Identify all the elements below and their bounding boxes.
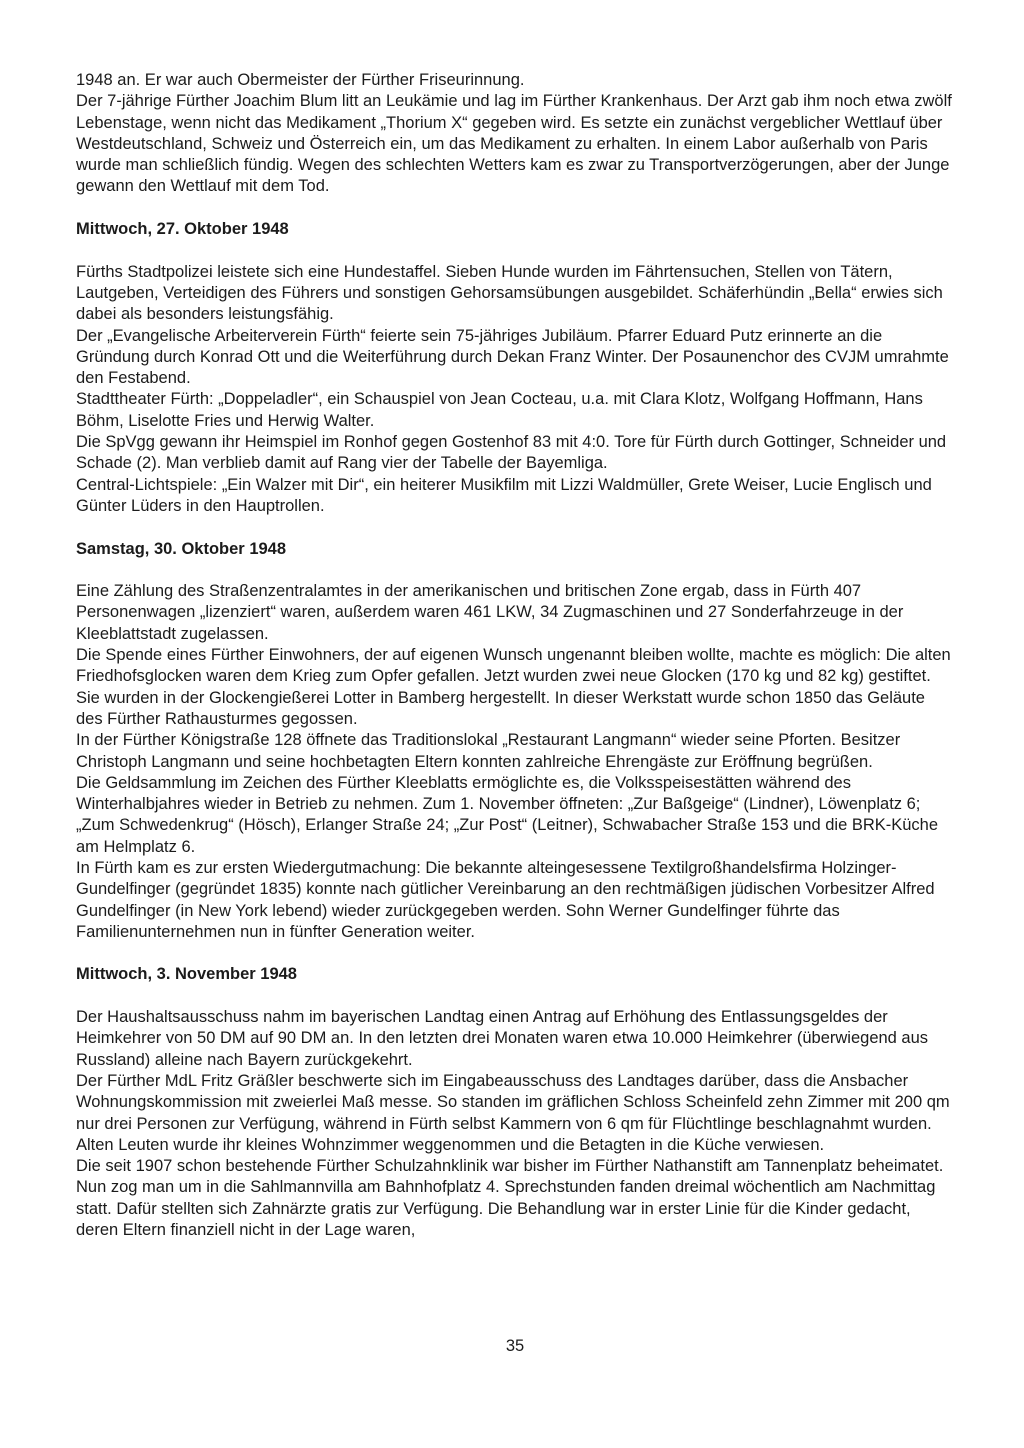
paragraph: Die Spende eines Fürther Einwohners, der auf eigenen Wunsch ungenannt bleiben wollte, machte es möglich: Die alten Friedhofsglocken waren dem Krieg zum Opfer gefallen. Jetzt wurden zwei neue Glocken (170 kg und 82 kg) gestiftet. Sie wurden in der Glockengießerei Lotter in Bamberg hergestellt. In dieser Werkstatt wurde schon 1850 das Geläute des Fürther Rathausturmes gegossen. bbox=[76, 646, 951, 728]
paragraph: Die Geldsammlung im Zeichen des Fürther Kleeblatts ermöglichte es, die Volksspeisestätten während des Winterhalbjahres wieder in Betrieb zu nehmen. Zum 1. November öffneten: „Zur Baßgeige“ (Lindner), Löwenplatz 6; „Zum Schwedenkrug“ (Hösch), Erlanger Straße 24; „Zur Post“ (Leitner), Schwabacher Straße 153 und die BRK-Küche am Helmplatz 6. bbox=[76, 773, 939, 856]
document-content bbox=[76, 70, 954, 1241]
paragraph: Stadttheater Fürth: „Doppeladler“, ein Schauspiel von Jean Cocteau, u.a. mit Clara Klotz, Wolfgang Hoffmann, Hans Böhm, Liselotte Fries und Herwig Walter. bbox=[76, 390, 923, 430]
page-number: 35 bbox=[505, 1337, 525, 1355]
paragraph: Central-Lichtspiele: „Ein Walzer mit Dir“, ein heiterer Musikfilm mit Lizzi Waldmüller, Grete Weiser, Lucie Englisch und Günter Lüders in den Hauptrollen. bbox=[76, 475, 932, 515]
paragraph: Der Haushaltsausschuss nahm im bayerischen Landtag einen Antrag auf Erhöhung des Entlassungsgeldes der Heimkehrer von 50 DM auf 90 DM an. In den letzten drei Monaten waren etwa 10.000 Heimkehrer (überwiegend aus Russland) alleine nach Bayern zurückgekehrt. bbox=[76, 1008, 929, 1069]
date-heading: Mittwoch, 3. November 1948 bbox=[76, 965, 297, 984]
paragraph: Der 7-jährige Fürther Joachim Blum litt an Leukämie und lag im Fürther Krankenhaus. Der Arzt gab ihm noch etwa zwölf Lebenstage, wenn nicht das Medikament „Thorium X“ gegeben wird. Es setzte ein zunächst vergeblicher Wettlauf über Westdeutschland, Schweiz und Österreich ein, um das Medikament zu erhalten. In einem Labor außerhalb von Paris wurde man schließlich fündig. Wegen des schlechten Wetters kam es zwar zu Transportverzögerungen, aber der Junge gewann den Wettlauf mit dem Tod. bbox=[76, 92, 952, 196]
section-3-november bbox=[76, 1007, 954, 1241]
paragraph: In der Fürther Königstraße 128 öffnete das Traditionslokal „Restaurant Langmann“ wieder seine Pforten. Besitzer Christoph Langmann und seine hochbetagten Eltern konnten zahlreiche Ehrengäste zur Eröffnung begrüßen. bbox=[76, 731, 901, 771]
date-heading: Mittwoch, 27. Oktober 1948 bbox=[76, 220, 289, 239]
paragraph: Der Fürther MdL Fritz Gräßler beschwerte sich im Eingabeausschuss des Landtages darüber, dass die Ansbacher Wohnungskommission mit zweierlei Maß messe. So standen im gräflichen Schloss Scheinfeld zehn Zimmer mit 200 qm nur drei Personen zur Verfügung, während in Fürth selbst Kammern von 6 qm für Flüchtlinge beschlagnahmt wurden. Alten Leuten wurde ihr kleines Wohnzimmer weggenommen und die Betagten in die Küche verwiesen. bbox=[76, 1071, 950, 1154]
section-intro bbox=[76, 70, 954, 198]
paragraph: Die seit 1907 schon bestehende Fürther Schulzahnklinik war bisher im Fürther Nathanstift am Tannenplatz beheimatet. Nun zog man um in die Sahlmannvilla am Bahnhofplatz 4. Sprechstunden fanden dreimal wöchentlich am Nachmittag statt. Dafür stellten sich Zahnärzte gratis zur Verfügung. Die Behandlung war in erster Linie für die Kinder gedacht, deren Eltern finanziell nicht in der Lage waren, bbox=[76, 1157, 944, 1240]
paragraph: In Fürth kam es zur ersten Wiedergutmachung: Die bekannte alteingesessene Textilgroßhandelsfirma Holzinger-Gundelfinger (gegründet 1835) konnte nach gütlicher Vereinbarung an den rechtmäßigen jüdischen Vorbesitzer Alfred Gundelfinger (in New York lebend) wieder zurückgegeben werden. Sohn Werner Gundelfinger führte das Familienunternehmen nun in fünfter Generation weiter. bbox=[76, 858, 935, 941]
date-heading: Samstag, 30. Oktober 1948 bbox=[76, 539, 287, 558]
paragraph: Der „Evangelische Arbeiterverein Fürth“ feierte sein 75-jähriges Jubiläum. Pfarrer Eduard Putz erinnerte an die Gründung durch Konrad Ott und die Weiterführung durch Dekan Franz Winter. Der Posaunenchor des CVJM umrahmte den Festabend. bbox=[76, 326, 949, 388]
paragraph: 1948 an. Er war auch Obermeister der Fürther Friseurinnung. bbox=[76, 71, 525, 89]
paragraph: Fürths Stadtpolizei leistete sich eine Hundestaffel. Sieben Hunde wurden im Fährtensuchen, Stellen von Tätern, Lautgeben, Verteidigen des Führers und sonstigen Gehorsamsübungen ausgebildet. Schäferhündin „Bella“ erwies sich dabei als besonders leistungsfähig. bbox=[76, 262, 943, 324]
section-27-oktober bbox=[76, 262, 954, 518]
paragraph: Die SpVgg gewann ihr Heimspiel im Ronhof gegen Gostenhof 83 mit 4:0. Tore für Fürth durch Gottinger, Schneider und Schade (2). Man verblieb damit auf Rang vier der Tabelle der Bayemliga. bbox=[76, 433, 947, 473]
paragraph: Eine Zählung des Straßenzentralamtes in der amerikanischen und britischen Zone ergab, dass in Fürth 407 Personenwagen „lizenziert“ waren, außerdem waren 461 LKW, 34 Zugmaschinen und 27 Sonderfahrzeuge in der Kleeblattstadt zugelassen. bbox=[76, 582, 904, 643]
section-30-oktober bbox=[76, 581, 954, 943]
